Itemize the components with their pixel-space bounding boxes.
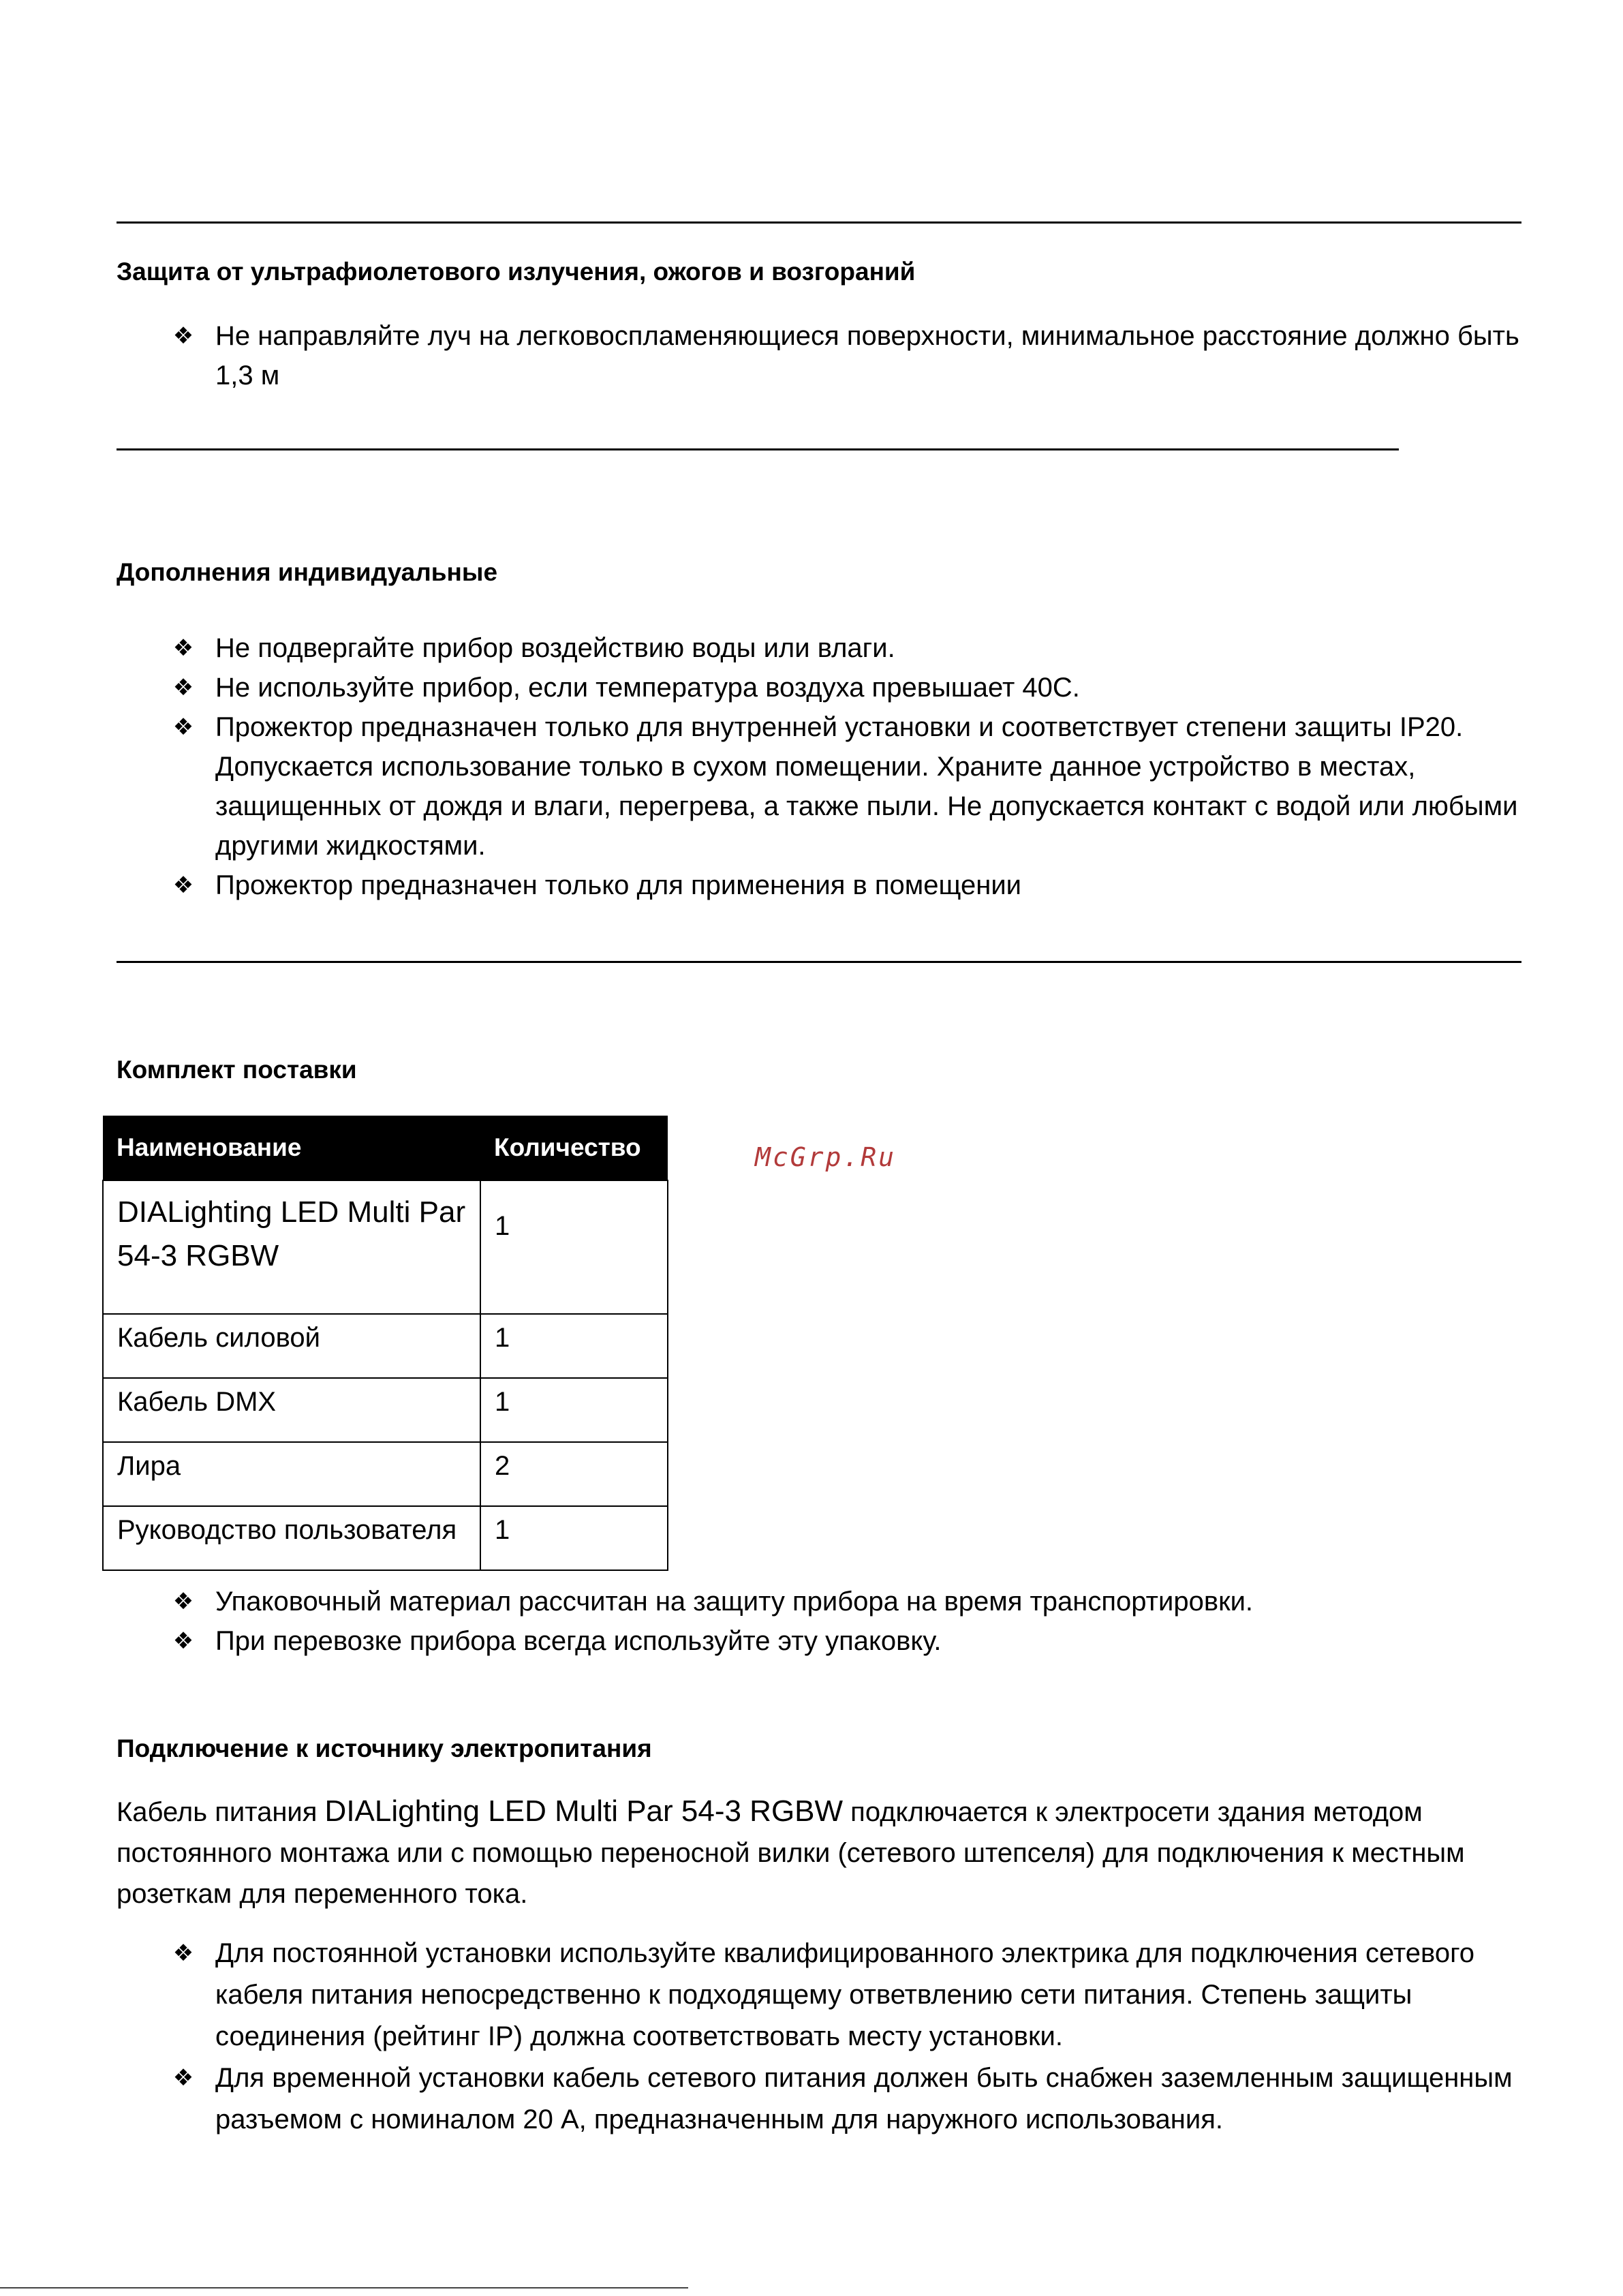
- section-title-kit: Комплект поставки: [117, 1056, 357, 1084]
- diamond-bullet-icon: ❖: [172, 674, 194, 701]
- list-item: ❖ Не подвергайте прибор воздействию воды или влаги.: [117, 628, 1520, 668]
- list-item: ❖ Прожектор предназначен только для применения в помещении: [117, 866, 1520, 905]
- diamond-bullet-icon: ❖: [172, 322, 194, 350]
- column-header-qty: Количество: [480, 1116, 668, 1180]
- watermark: McGrp.Ru: [755, 1142, 897, 1172]
- page-edge-line: [0, 2287, 688, 2289]
- cell-qty: 1: [480, 1378, 668, 1442]
- list-item: ❖ Не направляйте луч на легковоспламеняющиеся поверхности, минимальное расстояние должно быть 1,3 м: [117, 316, 1520, 395]
- list-item: ❖ Прожектор предназначен только для внутренней установки и соответствует степени защиты IP20. Допускается использование только в сухом помещении. Храните данное устройство в местах, защищенных от дождя и влаги, перегрева, а также пыли. Не допускается контакт с водой или любыми другими жидкостями.: [117, 707, 1520, 866]
- diamond-bullet-icon: ❖: [172, 872, 194, 899]
- cell-qty: 1: [480, 1506, 668, 1570]
- section-title-uv: Защита от ультрафиолетового излучения, ожогов и возгораний: [117, 258, 916, 286]
- power-intro-paragraph: Кабель питания DIALighting LED Multi Par 54-3 RGBW подключается к электросети здания методом постоянного монтажа или с помощью переносной вилки (сетевого штепселя) для подключения к местным розеткам для переменного тока.: [117, 1794, 1465, 1909]
- table-row: [103, 1314, 668, 1378]
- divider-top: [117, 221, 1521, 224]
- cell-name: Лира: [103, 1442, 480, 1506]
- divider-uv: [117, 448, 1399, 450]
- section-title-extra: Дополнения индивидуальные: [117, 558, 498, 586]
- uv-bullet-list: [117, 316, 1520, 395]
- list-item: ❖ Упаковочный материал рассчитан на защиту прибора на время транспортировки.: [117, 1582, 1520, 1621]
- list-item: ❖ При перевозке прибора всегда используйте эту упаковку.: [117, 1621, 1520, 1661]
- cell-name: Кабель DMX: [103, 1378, 480, 1442]
- section-title-power: Подключение к источнику электропитания: [117, 1734, 652, 1762]
- table-row: [103, 1506, 668, 1570]
- divider-extra: [117, 961, 1521, 963]
- list-item: ❖ Для временной установки кабель сетевого питания должен быть снабжен заземленным защищенным разъемом с номиналом 20 А, предназначенным для наружного использования.: [117, 2057, 1520, 2141]
- list-item: ❖ Для постоянной установки используйте квалифицированного электрика для подключения сетевого кабеля питания непосредственно к подходящему ответвлению сети питания. Степень защиты соединения (рейтинг IP) должна соответствовать месту установки.: [117, 1933, 1520, 2057]
- table-row: [103, 1180, 668, 1314]
- table-row: [103, 1378, 668, 1442]
- extra-bullet-list: [117, 628, 1520, 905]
- table-header-row: [103, 1116, 668, 1180]
- model-name: DIALighting LED Multi Par 54-3 RGBW: [324, 1794, 844, 1828]
- diamond-bullet-icon: ❖: [172, 2064, 194, 2092]
- list-item: ❖ Не используйте прибор, если температура воздуха превышает 40С.: [117, 668, 1520, 707]
- cell-qty: 2: [480, 1442, 668, 1506]
- cell-qty: 1: [480, 1180, 668, 1314]
- cell-name: Кабель силовой: [103, 1314, 480, 1378]
- cell-qty: 1: [480, 1314, 668, 1378]
- diamond-bullet-icon: ❖: [172, 1627, 194, 1655]
- column-header-name: Наименование: [103, 1116, 480, 1180]
- diamond-bullet-icon: ❖: [172, 1940, 194, 1967]
- table-row: [103, 1442, 668, 1506]
- diamond-bullet-icon: ❖: [172, 1588, 194, 1615]
- diamond-bullet-icon: ❖: [172, 714, 194, 741]
- kit-bullet-list: [117, 1582, 1520, 1661]
- power-bullet-list: [117, 1933, 1520, 2141]
- cell-name: Руководство пользователя: [103, 1506, 480, 1570]
- cell-name: DIALighting LED Multi Par 54-3 RGBW: [103, 1180, 480, 1314]
- kit-table: [102, 1116, 668, 1571]
- diamond-bullet-icon: ❖: [172, 634, 194, 662]
